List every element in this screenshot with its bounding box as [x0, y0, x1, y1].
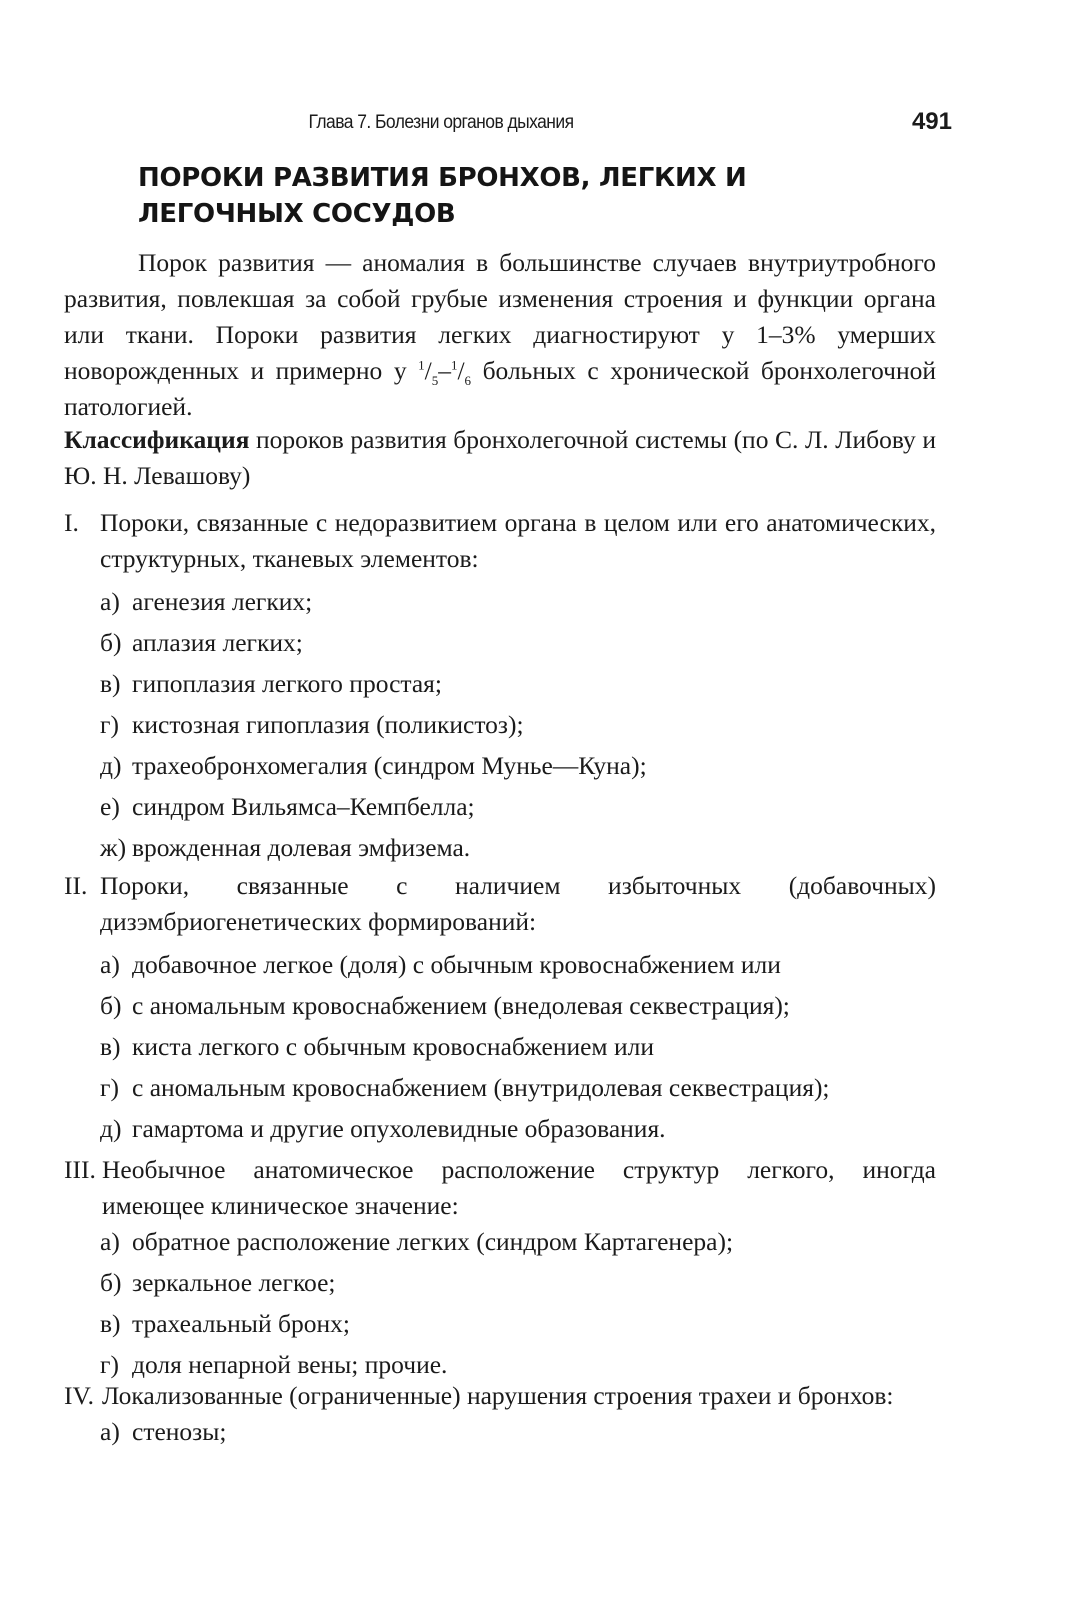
- group-heading: [64, 1152, 936, 1224]
- running-header: [60, 108, 952, 136]
- list-item: [64, 1111, 936, 1147]
- list-item: [64, 1414, 936, 1450]
- list-item: [64, 1265, 936, 1301]
- list-item: [64, 947, 936, 983]
- item-letter: б): [100, 991, 122, 1020]
- intro-text-part1: Порок развития — аномалия в большинстве случаев внутриутробного развития, повлекшая за собой грубые изменения строения и функции органа или ткани. Пороки развития легких диагностируют у 1–3% умерших новорожденных и примерно у: [64, 248, 936, 385]
- item-text: с аномальным кровоснабжением (внедолевая секвестрация);: [132, 991, 790, 1020]
- classification-group-1: [64, 505, 936, 866]
- classification-group-2: [64, 868, 936, 1147]
- item-text: трахеобронхомегалия (синдром Мунье—Куна);: [132, 751, 647, 780]
- item-text: обратное расположение легких (синдром Картагенера);: [132, 1227, 734, 1256]
- list-item: [64, 584, 936, 620]
- list-item: [64, 625, 936, 661]
- list-item: [64, 707, 936, 743]
- group-numeral: II.: [64, 871, 88, 900]
- classification-paragraph: [64, 422, 936, 494]
- item-text: с аномальным кровоснабжением (внутридолевая секвестрация);: [132, 1073, 830, 1102]
- item-letter: б): [100, 628, 122, 657]
- item-letter: в): [100, 669, 121, 698]
- intro-text-part2: больных с хронической бронхолегочной патологией.: [64, 356, 936, 421]
- item-text: доля непарной вены; прочие.: [132, 1350, 448, 1379]
- section-title: ПОРОКИ РАЗВИТИЯ БРОНХОВ, ЛЕГКИХ И ЛЕГОЧНЫХ СОСУДОВ: [138, 163, 747, 229]
- fraction-numerator: 1: [450, 357, 458, 373]
- list-item: [64, 1029, 936, 1065]
- classification-text: пороков развития бронхолегочной системы (по С. Л. Либову и Ю. Н. Левашову): [64, 425, 936, 490]
- classification-group-3: [64, 1152, 936, 1383]
- group-numeral: IV.: [64, 1381, 94, 1410]
- item-letter: а): [100, 1417, 120, 1446]
- item-text: добавочное легкое (доля) с обычным кровоснабжением или: [132, 950, 781, 979]
- group-text: Локализованные (ограниченные) нарушения строения трахеи и бронхов:: [102, 1381, 894, 1410]
- item-letter: в): [100, 1032, 121, 1061]
- fraction-one-sixth: $^1/_6$: [450, 356, 472, 389]
- item-letter: а): [100, 587, 120, 616]
- list-item: [64, 1070, 936, 1106]
- item-letter: д): [100, 751, 122, 780]
- chapter-title: Глава 7. Болезни органов дыхания: [308, 112, 574, 133]
- list-item: [64, 748, 936, 784]
- item-text: кистозная гипоплазия (поликистоз);: [132, 710, 524, 739]
- item-letter: е): [100, 792, 120, 821]
- item-text: стенозы;: [132, 1417, 227, 1446]
- item-letter: в): [100, 1309, 121, 1338]
- group-text: Необычное анатомическое расположение структур легкого, иногда имеющее клиническое значение:: [102, 1155, 936, 1220]
- item-text: синдром Вильямса–Кемпбелла;: [132, 792, 475, 821]
- item-text: трахеальный бронх;: [132, 1309, 350, 1338]
- list-item: [64, 1224, 936, 1260]
- group-numeral: I.: [64, 508, 79, 537]
- item-letter: ж): [100, 833, 127, 862]
- item-text: зеркальное легкое;: [132, 1268, 336, 1297]
- item-text: агенезия легких;: [132, 587, 313, 616]
- item-letter: г): [100, 1350, 119, 1379]
- list-item: [64, 830, 936, 866]
- group-heading: [64, 868, 936, 940]
- list-item: [64, 789, 936, 825]
- item-text: аплазия легких;: [132, 628, 303, 657]
- classification-term: Классификация: [64, 425, 250, 454]
- item-text: врожденная долевая эмфизема.: [132, 833, 471, 862]
- group-numeral: III.: [64, 1155, 96, 1184]
- item-letter: г): [100, 1073, 119, 1102]
- item-letter: а): [100, 1227, 120, 1256]
- fraction-dash: –: [438, 356, 451, 385]
- item-text: гамартома и другие опухолевидные образования.: [132, 1114, 666, 1143]
- list-item: [64, 1306, 936, 1342]
- fraction-denominator: 6: [464, 373, 472, 389]
- fraction-one-fifth: $^1/_5$: [418, 356, 439, 389]
- item-letter: а): [100, 950, 120, 979]
- classification-group-4: [64, 1378, 936, 1450]
- page-number: 491: [911, 108, 952, 135]
- group-heading: [64, 1378, 936, 1414]
- list-item: [64, 988, 936, 1024]
- intro-paragraph: [64, 245, 936, 425]
- item-letter: г): [100, 710, 119, 739]
- fraction-denominator: 5: [431, 373, 439, 389]
- item-letter: б): [100, 1268, 122, 1297]
- group-heading: [64, 505, 936, 577]
- item-text: киста легкого с обычным кровоснабжением или: [132, 1032, 654, 1061]
- list-item: [64, 666, 936, 702]
- fraction-numerator: 1: [418, 357, 425, 373]
- group-text: Пороки, связанные с наличием избыточных (добавочных) дизэмбриогенетических формирований:: [100, 871, 936, 936]
- item-text: гипоплазия легкого простая;: [132, 669, 442, 698]
- group-text: Пороки, связанные с недоразвитием органа в целом или его анатомических, структурных, тканевых элементов:: [100, 508, 936, 573]
- item-letter: д): [100, 1114, 122, 1143]
